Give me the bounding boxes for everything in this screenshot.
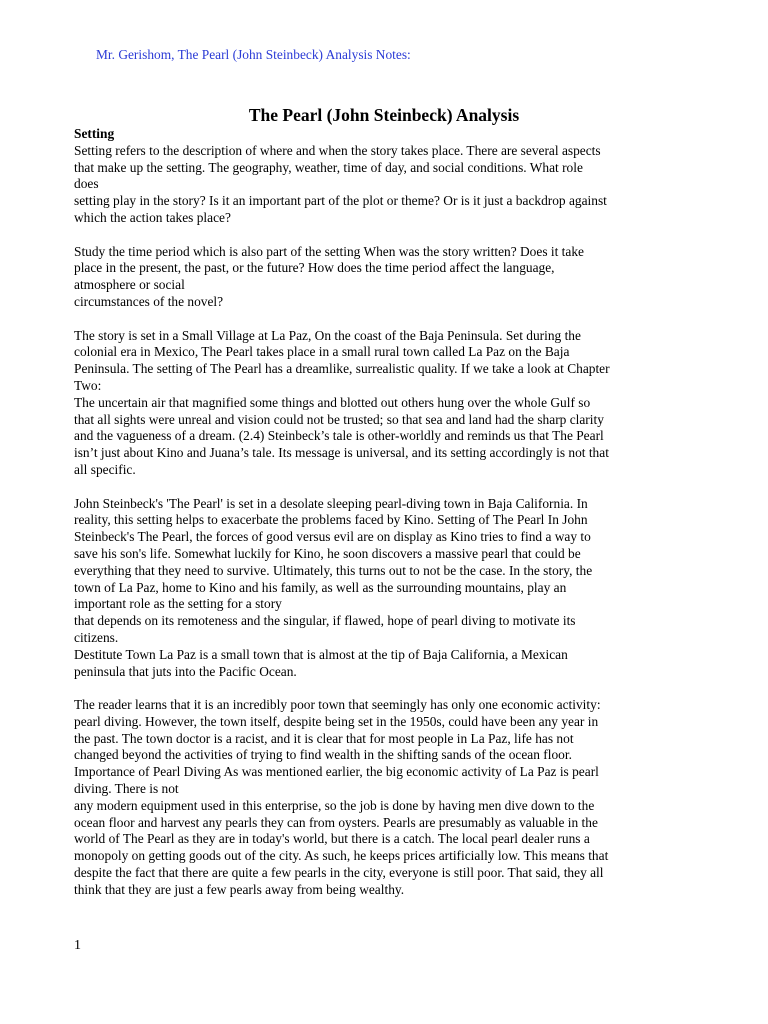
text-line: The uncertain air that magnified some things and blotted out others hung over the whole Gulf so	[74, 394, 591, 410]
text-line: all specific.	[74, 461, 136, 477]
text-line: Peninsula. The setting of The Pearl has a dreamlike, surrealistic quality. If we take a look at Chapter	[74, 361, 610, 377]
text-line: everything that they need to survive. Ultimately, this turns out to not be the case. In the story, the	[74, 562, 593, 578]
document-title: The Pearl (John Steinbeck) Analysis	[248, 105, 520, 125]
text-line: world of The Pearl as they are in today's world, but there is a catch. The local pearl dealer runs a	[74, 831, 590, 847]
document-body	[74, 126, 704, 899]
page-number: 1	[74, 938, 81, 953]
paragraph-gap	[74, 479, 704, 496]
text-line: changed beyond the activities of trying to find wealth in the shifting sands of the ocean floor.	[74, 747, 572, 763]
paragraph-gap	[74, 227, 704, 244]
text-line: Setting refers to the description of where and when the story takes place. There are several aspects	[74, 142, 601, 158]
text-line: circumstances of the novel?	[74, 293, 224, 309]
text-line: isn’t just about Kino and Juana’s tale. Its message is universal, and its setting accordingly is not that	[74, 445, 609, 461]
text-line: The reader learns that it is an incredibly poor town that seemingly has only one economic activity:	[74, 697, 601, 713]
body-text	[74, 143, 704, 899]
text-line: John Steinbeck's 'The Pearl' is set in a desolate sleeping pearl-diving town in Baja California. In	[74, 495, 588, 511]
text-line: important role as the setting for a story	[74, 596, 282, 612]
text-line: that depends on its remoteness and the singular, if flawed, hope of pearl diving to motivate its	[74, 613, 576, 629]
text-line: setting play in the story? Is it an important part of the plot or theme? Or is it just a backdrop against	[74, 193, 607, 209]
text-line: reality, this setting helps to exacerbate the problems faced by Kino. Setting of The Pearl In John	[74, 512, 588, 528]
text-line: citizens.	[74, 629, 119, 645]
text-line: despite the fact that there are quite a few pearls in the city, everyone is still poor. That said, they all	[74, 865, 604, 881]
paragraph-gap	[74, 680, 704, 697]
text-line: which the action takes place?	[74, 209, 231, 225]
text-line: pearl diving. However, the town itself, despite being set in the 1950s, could have been any year in	[74, 713, 599, 729]
text-line: save his son's life. Somewhat luckily for Kino, he soon discovers a massive pearl that could be	[74, 545, 581, 561]
section-heading-setting: Setting	[74, 126, 115, 141]
text-line: does	[74, 176, 99, 192]
text-line: Two:	[74, 377, 102, 393]
text-line: Study the time period which is also part of the setting When was the story written? Does it take	[74, 243, 584, 259]
text-line: any modern equipment used in this enterprise, so the job is done by having men dive down to the	[74, 797, 595, 813]
paragraph-gap	[74, 311, 704, 328]
text-line: diving. There is not	[74, 781, 179, 797]
text-line: colonial era in Mexico, The Pearl takes place in a small rural town called La Paz on the Baja	[74, 344, 570, 360]
text-line: Destitute Town La Paz is a small town that is almost at the tip of Baja California, a Mexican	[74, 646, 568, 662]
text-line: The story is set in a Small Village at La Paz, On the coast of the Baja Peninsula. Set during the	[74, 327, 581, 343]
text-line: and the vagueness of a dream. (2.4) Steinbeck’s tale is other-worldly and reminds us that The Pearl	[74, 428, 604, 444]
text-line: peninsula that juts into the Pacific Ocean.	[74, 663, 297, 679]
text-line: that make up the setting. The geography, weather, time of day, and social conditions. What role	[74, 159, 583, 175]
text-line: place in the present, the past, or the future? How does the time period affect the language,	[74, 260, 555, 276]
text-line: Importance of Pearl Diving As was mentioned earlier, the big economic activity of La Paz is pearl	[74, 764, 599, 780]
text-line: the past. The town doctor is a racist, and it is clear that for most people in La Paz, life has not	[74, 730, 574, 746]
text-line: that all sights were unreal and vision could not be trusted; so that sea and land had the sharp clarity	[74, 411, 604, 427]
text-line: atmosphere or social	[74, 277, 185, 293]
text-line: monopoly on getting goods out of the city. As such, he keeps prices artificially low. This means that	[74, 848, 609, 864]
text-line: ocean floor and harvest any pearls they can from oysters. Pearls are presumably as valuable in the	[74, 814, 598, 830]
header-note: Mr. Gerishom, The Pearl (John Steinbeck) Analysis Notes:	[96, 47, 411, 62]
text-line: town of La Paz, home to Kino and his family, as well as the surrounding mountains, play an	[74, 579, 567, 595]
text-line: think that they are just a few pearls away from being wealthy.	[74, 881, 405, 897]
text-line: Steinbeck's The Pearl, the forces of good versus evil are on display as Kino tries to find a way to	[74, 529, 591, 545]
